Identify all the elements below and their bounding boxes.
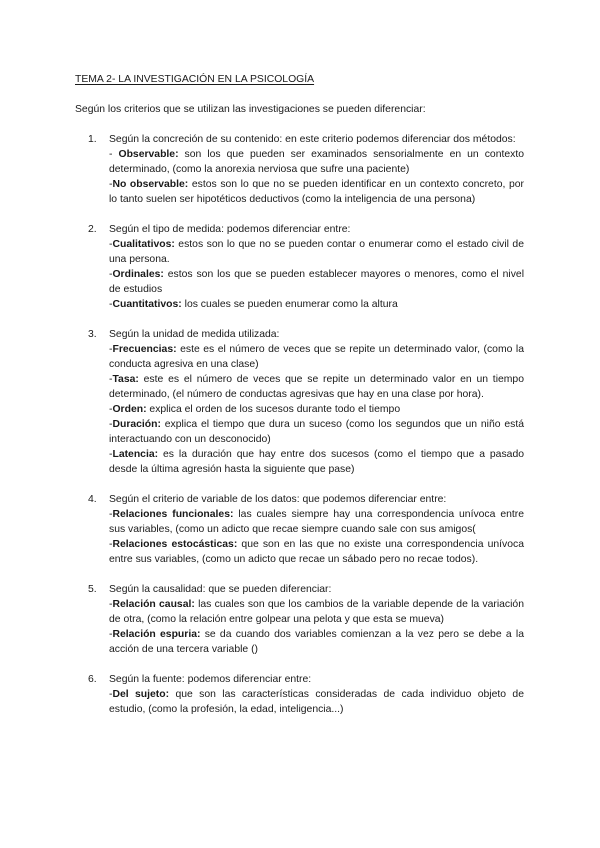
entry-prefix: - [109,239,113,250]
definition-entry [109,627,524,657]
intro-paragraph: Según los criterios que se utilizan las investigaciones se pueden diferenciar: [75,104,426,115]
entry-prefix: - [109,404,113,415]
entry-term: Relaciones funcionales: [112,509,234,520]
list-item-content [109,132,524,207]
entry-prefix: - [109,374,113,385]
entry-text: estos son lo que no se pueden identificar en un contexto concreto, por lo tanto suelen ser hipotéticos deductivos (como la inteligencia de una persona) [109,179,524,205]
section-heading: Según la fuente: podemos diferenciar entre: [109,674,312,685]
list-item [88,132,524,207]
definition-entry [109,237,524,267]
entry-prefix: - [109,449,113,460]
entry-text: se da cuando dos variables comienzan a la vez pero se debe a la acción de una tercera variable () [109,629,524,655]
entry-text: explica el tiempo que dura un suceso (como los segundos que un niño está interactuando con un desconocido) [109,419,524,445]
entry-text: estos son los que se pueden establecer mayores o menores, como el nivel de estudios [109,269,524,295]
definition-entry [109,372,524,402]
entry-prefix: - [109,419,113,430]
entry-prefix: - [109,599,113,610]
list-item-content [109,222,524,312]
list-item-content [109,327,524,477]
list-number: 5. [88,584,97,595]
list-item [88,327,524,477]
entry-prefix: - [109,509,113,520]
entry-text: es la duración que hay entre dos sucesos (como el tiempo que a pasado desde la última agresión hasta la siguiente que pase) [109,449,524,475]
entry-term: Ordinales: [112,269,164,280]
entry-term: Orden: [112,404,147,415]
entry-term: Duración: [112,419,161,430]
section-heading: Según el criterio de variable de los datos: que podemos diferenciar entre: [109,494,447,505]
entry-text: que son en las que no existe una correspondencia unívoca entre sus variables, (como un adicto que recae un sábado pero no recae todos). [109,539,524,565]
entry-term: Tasa: [112,374,139,385]
entry-text: las cuales son que los cambios de la variable depende de la variación de otra, (como la relación entre golpear una pelota y que esta se mueva) [109,599,524,625]
list-item-content [109,492,524,567]
entry-prefix: - [109,269,113,280]
entry-text: este es el número de veces que se repite un determinado valor, (como la conducta agresiva en una clase) [109,344,524,370]
definition-entry [109,297,524,312]
list-item [88,582,524,657]
section-heading: Según el tipo de medida: podemos diferenciar entre: [109,224,351,235]
entry-term: Latencia: [112,449,159,460]
entry-prefix: - [109,344,113,355]
definition-entry [109,177,524,207]
list-number: 2. [88,224,97,235]
entry-text: las cuales siempre hay una correspondencia unívoca entre sus variables, (como un adicto que recae siempre cuando sale con sus amigos( [109,509,525,535]
definition-entry [109,447,524,477]
definition-entry [109,687,524,717]
list-number: 3. [88,329,97,340]
definition-entry [109,507,524,537]
list-item [88,222,524,312]
list-item-content [109,672,524,717]
definition-entry [109,597,524,627]
definition-entry [109,402,524,417]
entry-term: Relación causal: [112,599,195,610]
entry-text: estos son lo que no se pueden contar o enumerar como el estado civil de una persona. [109,239,524,265]
entry-term: Cualitativos: [112,239,175,250]
page-title: TEMA 2- LA INVESTIGACIÓN EN LA PSICOLOGÍA [75,74,315,85]
entry-term: Relaciones estocásticas: [112,539,238,550]
entry-prefix: - [109,539,113,550]
list-item [88,492,524,567]
entry-term: Cuantitativos: [112,299,182,310]
entry-term: No observable: [112,179,189,190]
entry-text: son los que pueden ser examinados sensorialmente en un contexto determinado, (como la anorexia nerviosa que sufre una paciente) [109,149,524,175]
entry-prefix: - [109,629,113,640]
list-item-content [109,582,524,657]
entry-prefix: - [109,179,113,190]
entry-text: que son las características consideradas de cada individuo objeto de estudio, (como la profesión, la edad, inteligencia...) [109,689,524,715]
section-heading: Según la concreción de su contenido: en este criterio podemos diferenciar dos métodos: [109,134,516,145]
list-number: 6. [88,674,97,685]
section-heading: Según la unidad de medida utilizada: [109,329,280,340]
section-heading: Según la causalidad: que se pueden diferenciar: [109,584,332,595]
numbered-list [88,132,524,732]
entry-prefix: - [109,689,113,700]
list-number: 4. [88,494,97,505]
entry-prefix: - [109,299,113,310]
list-item [88,672,524,717]
definition-entry [109,537,524,567]
definition-entry [109,417,524,447]
entry-text: este es el número de veces que se repite un determinado valor en un tiempo determinado, (el número de conductas agresivas que hay en una clase por hora). [109,374,524,400]
definition-entry [109,267,524,297]
list-number: 1. [88,134,97,145]
entry-term: Observable: [118,149,179,160]
entry-text: explica el orden de los sucesos durante todo el tiempo [146,404,401,415]
definition-entry [109,342,524,372]
entry-term: Frecuencias: [112,344,177,355]
entry-term: Relación espuria: [112,629,201,640]
entry-prefix: - [109,149,119,160]
entry-term: Del sujeto: [112,689,170,700]
definition-entry [109,147,524,177]
entry-text: los cuales se pueden enumerar como la altura [181,299,398,310]
